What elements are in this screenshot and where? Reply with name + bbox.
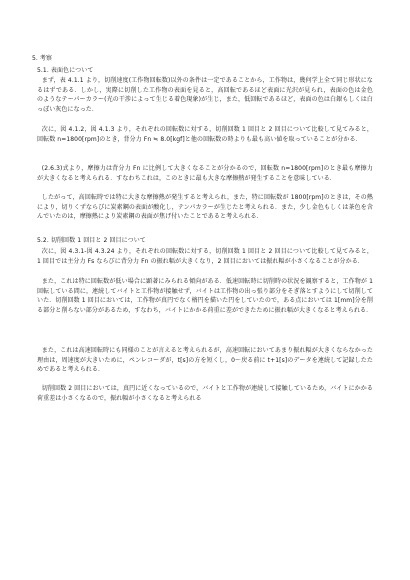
section-heading: 5. 考察 [32,55,53,62]
paragraph: したがって，高回転時では特に大きな摩擦熱が発生すると考えられ，また，特に回転数が 1800[rpm]のときは，その熱により，切りくずならびに炭素鋼の表面が酸化し，テンパカラーが生じたと考えられる．また，少し金色もしくは茶色を含んでいたのは，摩擦熱により炭素鋼の表面が焦げ付いたことであると考えられる． [37,194,373,221]
paragraph: 次に，図 4.1.2，図 4.1.3 より，それぞれの回転数に対する，切削回数 1 回目と 2 回目について比較して見てみると，回転数 n=1800[rpm]のとき，背分力 Fn ≒ 8.0[kgf]と他の回転数の時よりも最も高い値を取っていることが分かる． [37,126,373,143]
paragraph: まず，表 4.1.1 より，切削速度(工作物回転数)以外の条件は一定であることから，工作物は，幾何学上全て同じ形状になるはずである．しかし，実際に切削した工作物の表面を見ると，高回転であるほど表面に光沢が見られ，表面の色は金色のようなテーパーカラー(光の干渉によって生じる着色現象)が生じ，また，低回転であるほど，表面の色は白銀もしくは白っぽい灰色になった． [37,77,373,113]
subsection-heading-cut-count: 5.2. 切削回数 1 回目と 2 回目について [37,237,146,244]
paragraph: また，これは高速回転時にも同様のことが言えると考えられるが，高速回転においてあまり振れ幅が大きくならなかった理由は，周速度が大きいために，ペンレコーダが，t[s]の方を短くし，0～戻る前に t+1[s]のデータを連続して記録したためであると考えられる． [37,347,373,374]
paragraph: 切削回数 2 回目においては，真円に近くなっているので，バイトと工作物が連続して接触しているため，バイトにかかる荷重差は小さくなるので，振れ幅が小さくなると考えられる [37,385,373,402]
paragraph: 次に，図 4.3.1-図 4.3.24 より，それぞれの回転数に対する，切削回数 1 回目と 2 回目について比較して見てみると，1 回目では主分力 Fs ならびに背分力 Fn の振れ幅が大きくなり，2 回目においては振れ幅が小さくなることが分かる． [37,248,373,265]
paragraph: また，これは特に回転数が低い場合に顕著にみられる傾向がある．低速回転時に切削時の状況を観察すると，工作物が 1 回転している間に，連続してバイトと工作物が接触せず，バイトは工作物の出っ張り部分をそぎ落とすようにして切削していた．切削回数 1 回目においては，工作物が真円でなく楕円を描いた円をしていたので，ある点においては 1[mm]分を削る部分と削らない部分があるため，すなわち，バイトにかかる荷重に差ができたために振れ幅が大きくなると考えられる． [37,278,373,314]
paragraph: (2.6.3)式より，摩擦力は背分力 Fn に比例して大きくなることが分かるので，回転数 n=1800[rpm]のとき最も摩擦力が大きくなると考えられる．すなわちこれは，このときに最も大きな摩擦熱が発生することを意味している． [37,165,373,182]
subsection-heading-surface-color: 5.1. 表面色について [37,67,94,74]
